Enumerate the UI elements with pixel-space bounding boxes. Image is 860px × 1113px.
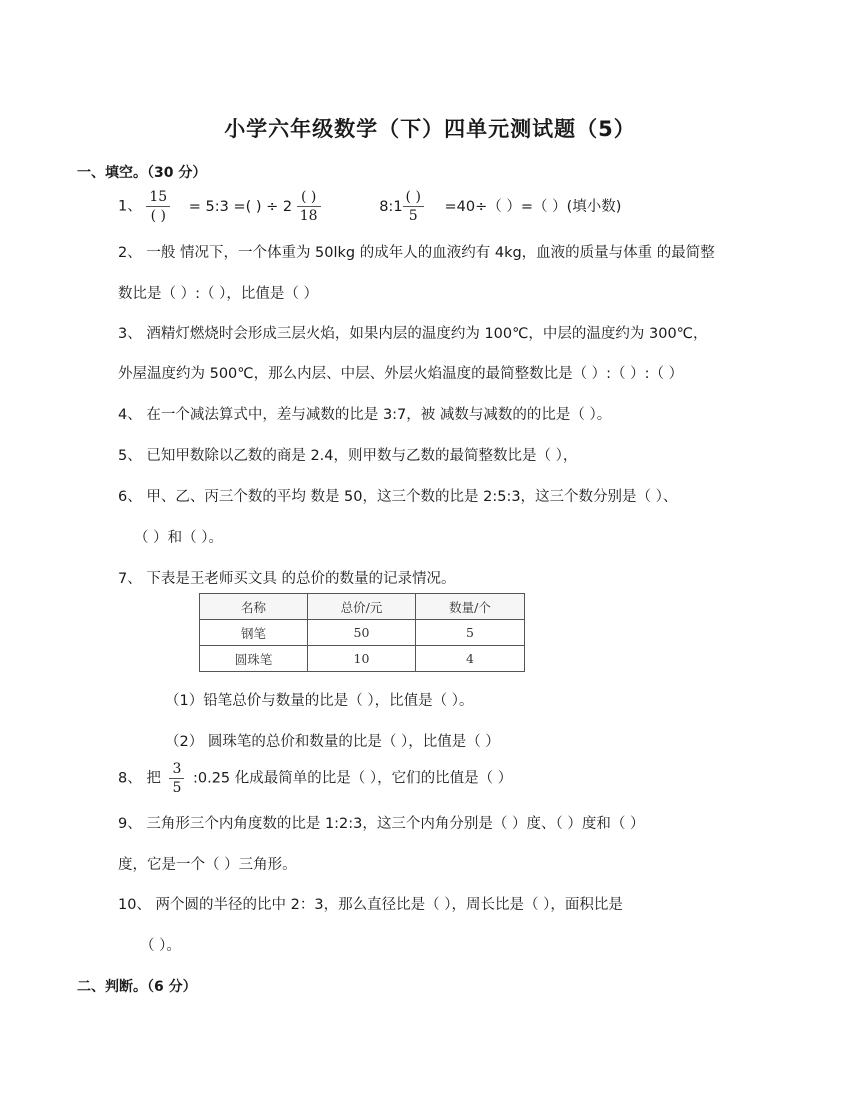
table-cell: 50 [308, 620, 416, 646]
fraction-numerator: ( ) [405, 189, 421, 205]
fraction-numerator: ( ) [300, 189, 317, 205]
question-8-prefix: 8、 把 [118, 770, 161, 787]
table-header-cell: 数量/个 [416, 594, 525, 620]
question-8 [118, 762, 512, 795]
question-9-line-1: 9、 三角形三个内角度数的比是 1:2:3，这三个内角分别是（ ）度、（ ）度和（ ） [118, 816, 645, 832]
question-1-equation: = 5:3 =( ) ÷ 2 [188, 198, 293, 215]
question-6-line-2: （ ）和（ ）。 [134, 530, 223, 546]
fraction-blank-over-18 [297, 190, 321, 223]
question-7-intro: 7、 下表是王老师买文具 的总价的数量的记录情况。 [118, 571, 456, 587]
table-cell: 圆珠笔 [200, 646, 308, 672]
question-5: 5、 已知甲数除以乙数的商是 2.4，则甲数与乙数的最简整数比是（ ）， [118, 448, 578, 464]
question-3-line-2: 外屋温度约为 500℃，那么内层、中层、外层火焰温度的最简整数比是（ ）:（ ）:（ ） [118, 366, 684, 382]
fraction-15-over-blank [146, 190, 170, 223]
question-6-line-1: 6、 甲、乙、丙三个数的平均 数是 50，这三个数的比是 2:5:3，这三个数分别是（ ）、 [118, 489, 678, 505]
table-cell: 5 [416, 620, 525, 646]
question-1 [118, 190, 621, 223]
table-header-row [200, 594, 525, 620]
page-title: 小学六年级数学（下）四单元测试题（5） [224, 117, 636, 141]
stationery-record-table [199, 593, 525, 672]
question-8-suffix: :0.25 化成最简单的比是（ ），它们的比值是（ ） [192, 770, 513, 787]
table-row [200, 646, 525, 672]
question-1-ratio: 8:1 [379, 198, 403, 215]
fraction-blank-over-5 [403, 190, 424, 223]
question-10-line-1: 10、 两个圆的半径的比中 2：3，那么直径比是（ ），周长比是（ ），面积比是 [118, 897, 623, 913]
table-header-cell: 名称 [200, 594, 308, 620]
fraction-denominator: 5 [169, 778, 184, 795]
question-2-line-2: 数比是（ ）:（ ），比值是（ ） [118, 286, 318, 302]
fraction-3-over-5 [169, 762, 184, 795]
question-9-line-2: 度，它是一个（ ）三角形。 [118, 857, 297, 873]
table-cell: 钢笔 [200, 620, 308, 646]
table-row [200, 620, 525, 646]
table-header-cell: 总价/元 [308, 594, 416, 620]
question-7-sub-2: （2） 圆珠笔的总价和数量的比是（ ），比值是（ ） [165, 734, 500, 750]
table-cell: 10 [308, 646, 416, 672]
fraction-denominator: 18 [297, 206, 321, 223]
question-10-line-2: （ ）。 [140, 938, 181, 954]
question-1-tail: =40÷（ ）=（ ）(填小数) [444, 198, 622, 215]
section-true-false-heading: 二、判断。（6 分） [77, 979, 197, 995]
question-4: 4、 在一个减法算式中，差与减数的比是 3:7，被 减数与减数的的比是（ ）。 [118, 407, 612, 423]
fraction-denominator: 5 [403, 206, 424, 223]
table-cell: 4 [416, 646, 525, 672]
fraction-numerator: 15 [149, 189, 168, 205]
question-2-line-1: 2、 一般 情况下，一个体重为 50lkg 的成年人的血液约有 4kg，血液的质量与体重 的最简整 [118, 245, 715, 261]
question-3-line-1: 3、 酒精灯燃烧时会形成三层火焰，如果内层的温度约为 100℃，中层的温度约为 300℃， [118, 326, 708, 342]
section-fill-blank-heading: 一、填空。（30 分） [77, 165, 207, 181]
fraction-numerator: 3 [172, 761, 182, 777]
question-7-sub-1: （1）铅笔总价与数量的比是（ ），比值是（ ）。 [165, 693, 474, 709]
fraction-denominator: ( ) [146, 206, 170, 223]
question-1-number: 1、 [118, 198, 142, 215]
